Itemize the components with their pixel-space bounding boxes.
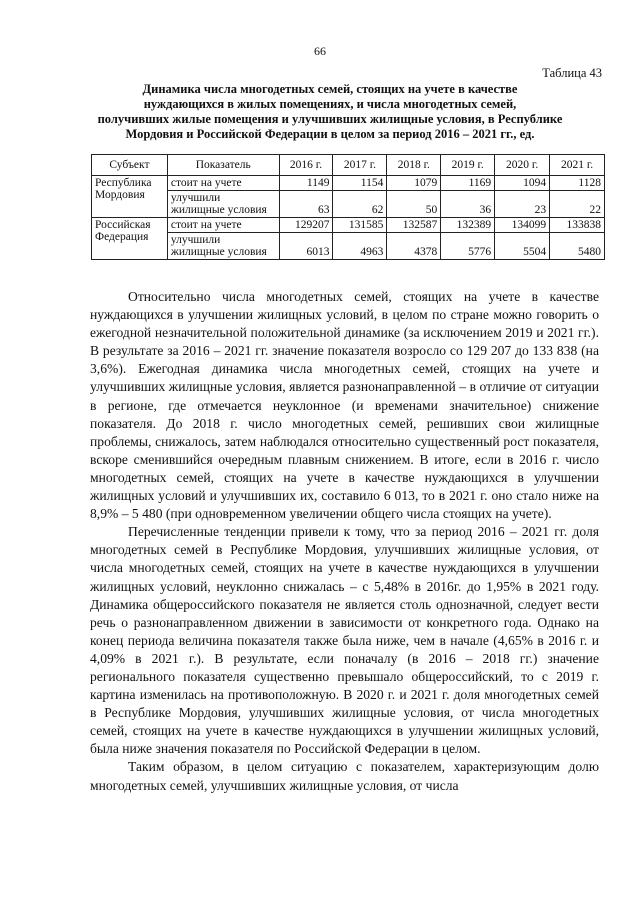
value-cell: 6013 — [279, 233, 333, 260]
indicator-cell: улучшили жилищные условия — [167, 191, 279, 218]
value-cell: 1094 — [495, 176, 550, 191]
table-title-line: получивших жилые помещения и улучшивших жилищные условия, в Республике — [97, 112, 563, 126]
paragraph: Таким образом, в целом ситуацию с показателем, характеризующим долю многодетных семей, улучшивших жилищные условия, от числа — [90, 759, 599, 793]
table-row — [92, 191, 605, 218]
value-cell: 5504 — [495, 233, 550, 260]
value-cell: 132389 — [441, 218, 495, 233]
indicator-cell: улучшили жилищные условия — [167, 233, 279, 260]
value-cell: 129207 — [279, 218, 333, 233]
value-cell: 36 — [441, 191, 495, 218]
body-text — [90, 288, 599, 795]
value-cell: 5776 — [441, 233, 495, 260]
value-cell: 1079 — [387, 176, 441, 191]
table-row — [92, 233, 605, 260]
table-title-line: Динамика числа многодетных семей, стоящих на учете в качестве — [142, 82, 518, 96]
value-cell: 62 — [333, 191, 387, 218]
value-cell: 1169 — [441, 176, 495, 191]
value-cell: 22 — [550, 191, 605, 218]
subject-cell: Российская Федерация — [92, 218, 168, 260]
value-cell: 1154 — [333, 176, 387, 191]
page-number: 66 — [314, 44, 326, 58]
indicator-cell: стоит на учете — [167, 218, 279, 233]
header-cell: 2016 г. — [279, 155, 333, 176]
paragraph: Перечисленные тенденции привели к тому, что за период 2016 – 2021 гг. доля многодетных семей в Республике Мордовия, улучшивших жилищные условия, от числа многодетных семей, стоящих на учете в качестве нуждающихся в улучшении жилищных условий, неуклонно снижалась – с 5,48% в 2016г. до 1,95% в 2021 году. Динамика общероссийского показателя не является столь однозначной, следует вести речь о разнонаправленном движении в зависимости от конкретного года. Однако на конец периода величина показателя также была ниже, чем в начале (4,65% в 2016 г. и 4,09% в 2021 г.). В результате, если поначалу (в 2016 – 2018 гг.) значение регионального показателя существенно превышало общероссийский, то с 2019 г. картина изменилась на противоположную. В 2020 г. и 2021 г. доля многодетных семей в Республике Мордовия, улучшивших жилищные условия, от числа многодетных семей, стоящих на учете в качестве нуждающихся в улучшении жилищных условий, была ниже значения показателя по Российской Федерации в целом. — [90, 524, 599, 757]
table-header-row — [92, 155, 605, 176]
value-cell: 1128 — [550, 176, 605, 191]
value-cell: 131585 — [333, 218, 387, 233]
table-row — [92, 176, 605, 191]
data-table — [91, 154, 605, 260]
table-row — [92, 218, 605, 233]
value-cell: 1149 — [279, 176, 333, 191]
header-cell: 2021 г. — [550, 155, 605, 176]
table-caption: Таблица 43 — [542, 66, 602, 80]
value-cell: 132587 — [387, 218, 441, 233]
table-title-line: нуждающихся в жилых помещениях, и числа многодетных семей, — [143, 97, 517, 111]
value-cell: 133838 — [550, 218, 605, 233]
header-cell: 2019 г. — [441, 155, 495, 176]
header-cell: 2020 г. — [495, 155, 550, 176]
header-cell: Субъект — [92, 155, 168, 176]
table-title — [80, 82, 580, 142]
indicator-cell: стоит на учете — [167, 176, 279, 191]
header-cell: 2018 г. — [387, 155, 441, 176]
header-cell: Показатель — [167, 155, 279, 176]
value-cell: 134099 — [495, 218, 550, 233]
value-cell: 63 — [279, 191, 333, 218]
paragraph: Относительно числа многодетных семей, стоящих на учете в качестве нуждающихся в улучшении жилищных условий, в целом по стране можно говорить о ежегодной незначительной положительной динамике (за исключением 2019 и 2021 гг.). В результате за 2016 – 2021 гг. значение показателя возросло со 129 207 до 133 838 (на 3,6%). Ежегодная динамика числа многодетных семей, стоящих на учете и улучшивших жилищные условия, является разнонаправленной – в отличие от ситуации в регионе, где отмечается неуклонное (и временами значительное) снижение показателя. До 2018 г. число многодетных семей, решивших свои жилищные проблемы, снижалось, затем наблюдался относительно существенный рост показателя, вскоре сменившийся очередным плавным снижением. В итоге, если в 2016 г. число многодетных семей, стоящих на учете в качестве нуждающихся в улучшении жилищных условий и улучшивших их, составило 6 013, то в 2021 г. оно стало ниже на 8,9% – 5 480 (при одновременном увеличении общего числа стоящих на учете). — [90, 289, 599, 522]
value-cell: 23 — [495, 191, 550, 218]
subject-cell: Республика Мордовия — [92, 176, 168, 218]
value-cell: 5480 — [550, 233, 605, 260]
value-cell: 4378 — [387, 233, 441, 260]
header-cell: 2017 г. — [333, 155, 387, 176]
value-cell: 50 — [387, 191, 441, 218]
table-title-line: Мордовия и Российской Федерации в целом за период 2016 – 2021 гг., ед. — [125, 127, 535, 141]
value-cell: 4963 — [333, 233, 387, 260]
